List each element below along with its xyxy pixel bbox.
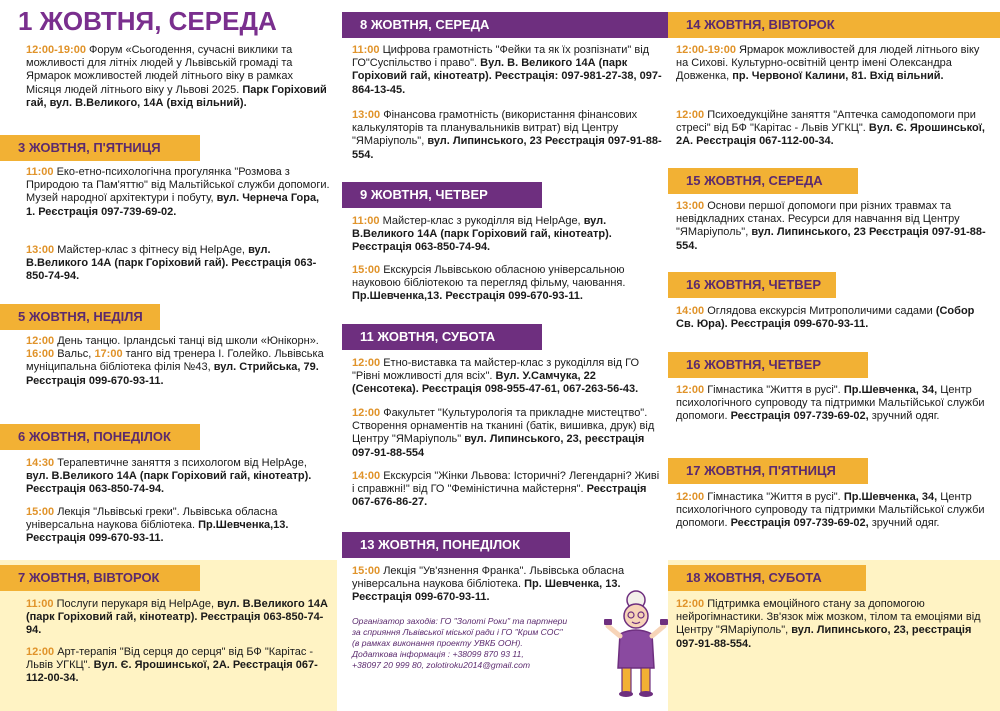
event-time: 12:00 bbox=[676, 598, 705, 610]
event-time: 15:00 bbox=[352, 264, 381, 276]
event-place: Пр.Шевченка,13. Реєстрація 099-670-93-11. bbox=[26, 519, 289, 545]
day-8-header: 8 ЖОВТНЯ, СЕРЕДА bbox=[342, 12, 668, 38]
organizer-line: Організатор заходів: ГО "Золоті Роки" та партнери bbox=[352, 616, 568, 626]
event-text: Послуги перукаря від HelpAge, bbox=[56, 598, 215, 610]
event-time: 15:00 bbox=[352, 565, 381, 577]
day-1-event bbox=[26, 44, 331, 110]
event-time: 13:00 bbox=[676, 200, 705, 212]
event-place: Вул. Є. Ярошинської, 2А. Реєстрація 067-112-00-34. bbox=[26, 659, 318, 685]
event-place: вул. Чернеча Гора, 1. Реєстрація 097-739-69-02. bbox=[26, 192, 320, 218]
day-15-event-1 bbox=[676, 200, 992, 253]
day-5-events bbox=[26, 335, 331, 388]
day-14-event-1 bbox=[676, 44, 992, 84]
day-17-event-1 bbox=[676, 491, 992, 531]
day-13-header: 13 ЖОВТНЯ, ПОНЕДІЛОК bbox=[342, 532, 570, 558]
event-time: 12:00 bbox=[26, 335, 55, 347]
event-place: вул. Липинського, 23 Реєстрація 097-91-88-554. bbox=[352, 135, 662, 161]
organizer-line: Додаткова інформація : +38099 870 93 11, bbox=[352, 649, 524, 659]
event-text: Гімнастика "Життя в русі". bbox=[707, 491, 841, 503]
day-11-event-3 bbox=[352, 470, 664, 510]
event-time: 12:00 bbox=[352, 357, 381, 369]
event-place: Пр.Шевченка, 34, bbox=[843, 384, 938, 396]
event-text: Арт-терапія "Від серця до серця" від БФ "Карітас - Львів УГКЦ". bbox=[26, 646, 314, 672]
event-text: Цифрова грамотність "Фейки та як їх розпізнати" від ГО"Суспільство і право". bbox=[352, 44, 650, 70]
event-time: 13:00 bbox=[26, 244, 55, 256]
event-text: Ярмарок можливостей для людей літнього віку на Сихові. Культурно-освітній центр імені Олександра Довженка, bbox=[676, 44, 980, 83]
event-text: Етно-виставка та майстер-клас з рукоділля від ГО "Рівні можливості для всіх". bbox=[352, 357, 640, 383]
event-time: 12:00 bbox=[676, 384, 705, 396]
day-9-event-1 bbox=[352, 215, 664, 255]
day-16a-event-1 bbox=[676, 305, 992, 331]
day-11-event-2 bbox=[352, 407, 664, 460]
event-place: Реєстрація 097-739-69-02, bbox=[730, 410, 869, 423]
organizer-line: +38097 20 999 80, zolotiroku2014@gmail.com bbox=[352, 660, 531, 670]
event-text: зручний одяг. bbox=[871, 517, 940, 530]
event-place: вул. Липинського, 23, реєстрація 097-91-88-554. bbox=[676, 624, 972, 650]
event-place: вул. В.Великого 14А (парк Горіховий гай, кінотеатр). Реєстрація 063-850-74-94. bbox=[26, 598, 328, 637]
event-place: Вул. У.Самчука, 22 (Сенсотека). Реєстрація 098-955-47-61, 067-263-56-43. bbox=[352, 370, 639, 396]
event-time: 12:00 bbox=[676, 109, 705, 121]
event-place: вул. В.Великого 14А (парк Горіховий гай, кінотеатр). Реєстрація 063-850-74-94. bbox=[352, 215, 612, 254]
event-time: 16:00 bbox=[26, 348, 55, 361]
day-9-header: 9 ЖОВТНЯ, ЧЕТВЕР bbox=[342, 182, 542, 208]
column-1 bbox=[0, 0, 337, 711]
event-place: Вул. Є. Ярошинської, 2А. Реєстрація 067-112-00-34. bbox=[676, 122, 985, 148]
event-text: Майстер-клас з рукоділля від HelpAge, bbox=[382, 215, 581, 227]
event-text: Екскурсія "Жінки Львова: Історичні? Легендарні? Живі і справжні!" від ГО "Феміністична майстерня". bbox=[352, 470, 660, 496]
event-text: Форум «Сьогодення, сучасні виклики та можливості для літніх людей у Львівській громаді та Ярмарок можливостей людей літнього віку в рамках Місяця людей літнього віку у Львові 2025. bbox=[26, 44, 293, 96]
column-3 bbox=[668, 0, 1000, 711]
day-11-header: 11 ЖОВТНЯ, СУБОТА bbox=[342, 324, 542, 350]
event-time: 13:00 bbox=[352, 109, 381, 121]
event-place: Реєстрація 067-676-86-27. bbox=[352, 483, 647, 509]
event-time: 12:00 bbox=[26, 646, 55, 658]
day-14-header: 14 ЖОВТНЯ, ВІВТОРОК bbox=[668, 12, 1000, 38]
event-place: вул. Липинського, 23 Реєстрація 097-91-88-554. bbox=[676, 226, 986, 252]
event-text: Терапевтичне заняття з психологом від HelpAge, bbox=[57, 457, 307, 469]
event-text: танго від тренера І. Голейко. Львівська муніципальна бібліотека філія №43, bbox=[26, 348, 324, 374]
day-16b-event-1 bbox=[676, 384, 992, 424]
event-text: Гімнастика "Життя в русі". bbox=[707, 384, 841, 396]
day-9-event-2 bbox=[352, 264, 664, 304]
event-time: 14:30 bbox=[26, 457, 55, 469]
event-place: (Собор Св. Юра). Реєстрація 099-670-93-11. bbox=[676, 305, 975, 331]
event-time: 14:00 bbox=[676, 305, 705, 317]
event-time: 11:00 bbox=[352, 44, 380, 56]
column-2 bbox=[342, 0, 668, 711]
day-7-header: 7 ЖОВТНЯ, ВІВТОРОК bbox=[0, 565, 200, 591]
day-3-header: 3 ЖОВТНЯ, П'ЯТНИЦЯ bbox=[0, 135, 200, 161]
day-14-event-2 bbox=[676, 109, 992, 149]
day-17-header: 17 ЖОВТНЯ, П'ЯТНИЦЯ bbox=[668, 458, 868, 484]
event-place: пр. Червоної Калини, 81. Вхід вільний. bbox=[732, 70, 944, 83]
event-time: 15:00 bbox=[26, 506, 55, 518]
event-place: вул. Липинського, 23, реєстрація 097-91-88-554 bbox=[352, 433, 645, 459]
grandma-illustration-icon bbox=[604, 588, 668, 698]
event-text: Факультет "Культурологія та прикладне мистецтво". Створення орнаментів на тканині (батік, вишивка, друк) від Центру "ЯМаріуполь" bbox=[352, 407, 655, 446]
event-time: 17:00 bbox=[94, 348, 123, 361]
day-6-header: 6 ЖОВТНЯ, ПОНЕДІЛОК bbox=[0, 424, 200, 450]
day-6-event-2 bbox=[26, 506, 331, 546]
day-3-event-1 bbox=[26, 166, 331, 219]
event-text: Центр психологічного супроводу та підтримки Мальтійської служби допомоги. bbox=[676, 384, 985, 423]
event-text: Психоедукційне заняття "Аптечка самодопомоги при стресі" від БФ "Карітас - Львів УГКЦ". bbox=[676, 109, 976, 135]
day-16b-header: 16 ЖОВТНЯ, ЧЕТВЕР bbox=[668, 352, 868, 378]
event-time: 11:00 bbox=[26, 598, 54, 610]
organizer-line: за сприяння Львівської міської ради і ГО "Крим СОС" bbox=[352, 627, 563, 637]
day-1-header: 1 ЖОВТНЯ, СЕРЕДА bbox=[18, 6, 277, 36]
event-place: вул. Стрийська, 79. Реєстрація 099-670-93-11. bbox=[26, 361, 319, 387]
day-3-event-2 bbox=[26, 244, 331, 284]
day-18-event-1 bbox=[676, 598, 992, 651]
event-time: 11:00 bbox=[26, 166, 54, 178]
event-place: Пр.Шевченка,13. Реєстрація 099-670-93-11. bbox=[352, 290, 583, 303]
event-text: Вальс, bbox=[57, 348, 92, 361]
day-8-event-1 bbox=[352, 44, 664, 97]
event-text: Майстер-клас з фітнесу від HelpAge, bbox=[57, 244, 245, 256]
day-11-event-1 bbox=[352, 357, 664, 397]
event-text: День танцю. Ірландські танці від школи «Юнікорн». bbox=[57, 335, 319, 347]
event-text: зручний одяг. bbox=[871, 410, 940, 423]
event-place: Реєстрація 097-739-69-02, bbox=[730, 517, 869, 530]
event-text: Оглядова екскурсія Митрополичими садами bbox=[707, 305, 933, 317]
event-place: Парк Горіховий гай, вул. В.Великого, 14А (вхід вільний). bbox=[26, 83, 327, 109]
organizer-info bbox=[352, 616, 602, 671]
event-place: вул. В.Великого 14А (парк Горіховий гай, кінотеатр). Реєстрація 063-850-74-94. bbox=[26, 470, 312, 496]
event-text: Фінансова грамотність (використання фінансових калькуляторів та планувальників витрат) від Центру "ЯМаріуполь", bbox=[352, 109, 638, 148]
event-text: Екскурсія Львівською обласною універсальною науковою бібліотекою та перегляд фільму, чаювання. bbox=[352, 264, 626, 290]
event-place: вул. В.Великого 14А (парк Горіховий гай). Реєстрація 063-850-74-94. bbox=[26, 244, 317, 283]
event-text: Основи першої допомоги при різних травмах та невідкладних станах. Ресурси для навчання від Центру "ЯМаріуполь", bbox=[676, 200, 960, 239]
day-7-event-2 bbox=[26, 646, 331, 686]
day-8-event-2 bbox=[352, 109, 664, 162]
day-5-header: 5 ЖОВТНЯ, НЕДІЛЯ bbox=[0, 304, 160, 330]
event-time: 12:00 bbox=[676, 491, 705, 503]
day-16a-header: 16 ЖОВТНЯ, ЧЕТВЕР bbox=[668, 272, 836, 298]
event-time: 12:00-19:00 bbox=[676, 44, 736, 56]
event-place: Пр. Шевченка, 13. Реєстрація 099-670-93-11. bbox=[352, 578, 621, 604]
event-time: 14:00 bbox=[352, 470, 381, 482]
event-text: Підтримка емоційного стану за допомогою нейрогімнастики. Зв'язок між мозком, тілом та емоціями від Центру "ЯМаріуполь", bbox=[676, 598, 981, 637]
organizer-line: (в рамках виконання проекту УВКБ ООН). bbox=[352, 638, 523, 648]
event-place: Пр.Шевченка, 34, bbox=[843, 491, 938, 503]
day-15-header: 15 ЖОВТНЯ, СЕРЕДА bbox=[668, 168, 858, 194]
day-7-event-1 bbox=[26, 598, 331, 638]
event-text: Лекція "Ув'язнення Франка". Львівська обласна універсальна наукова бібліотека. bbox=[352, 565, 625, 591]
day-6-event-1 bbox=[26, 457, 331, 497]
event-time: 11:00 bbox=[352, 215, 380, 227]
event-text: Центр психологічного супроводу та підтримки Мальтійської служби допомоги. bbox=[676, 491, 985, 530]
event-place: Вул. В. Великого 14А (парк Горіховий гай, кінотеатр). Реєстрація: 097-981-27-38, 097-864-13-45. bbox=[352, 57, 662, 96]
event-text: Лекція "Львівські греки". Львівська обласна універсальна наукова бібліотека. bbox=[26, 506, 278, 532]
event-time: 12:00 bbox=[352, 407, 381, 419]
day-18-header: 18 ЖОВТНЯ, СУБОТА bbox=[668, 565, 866, 591]
event-text: Еко-етно-психологічна прогулянка "Розмова з Природою та Пам'яттю" від Мальтійської служби допомоги. Музей народної архітектури і побуту, bbox=[26, 166, 330, 205]
event-time: 12:00-19:00 bbox=[26, 44, 86, 56]
